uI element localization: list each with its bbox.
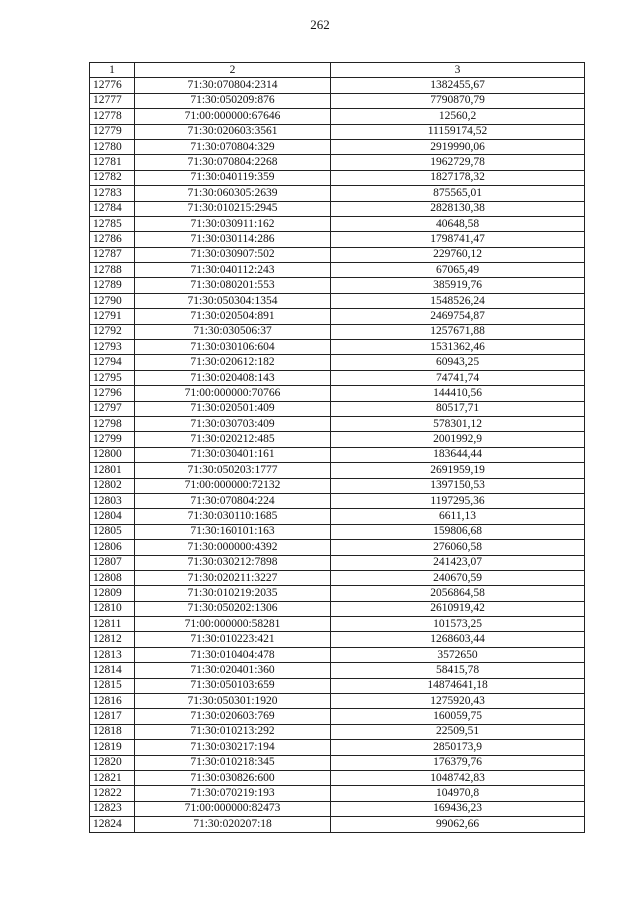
value-cell: 2828130,38 [331,201,585,216]
row-number-cell: 12818 [90,724,135,739]
page-number: 262 [310,17,330,32]
table-row [90,493,585,508]
table-row [90,278,585,293]
cadastral-number-cell: 71:30:080201:553 [135,278,331,293]
value-cell: 67065,49 [331,263,585,278]
table-row [90,432,585,447]
cadastral-number-cell: 71:30:030110:1685 [135,509,331,524]
row-number-cell: 12795 [90,370,135,385]
table-row [90,755,585,770]
row-number-cell: 12794 [90,355,135,370]
table-row [90,401,585,416]
value-cell: 1531362,46 [331,340,585,355]
cadastral-number-cell: 71:30:030217:194 [135,740,331,755]
table-row [90,663,585,678]
value-cell: 2691959,19 [331,463,585,478]
row-number-cell: 12801 [90,463,135,478]
value-cell: 40648,58 [331,216,585,231]
value-cell: 2610919,42 [331,601,585,616]
cadastral-number-cell: 71:30:020401:360 [135,663,331,678]
row-number-cell: 12810 [90,601,135,616]
row-number-cell: 12814 [90,663,135,678]
column-header-3: 3 [331,63,585,78]
row-number-cell: 12799 [90,432,135,447]
table-row [90,78,585,93]
cadastral-number-cell: 71:30:050103:659 [135,678,331,693]
row-number-cell: 12789 [90,278,135,293]
cadastral-number-cell: 71:00:000000:82473 [135,801,331,816]
table-row [90,201,585,216]
cadastral-number-cell: 71:30:070804:2314 [135,78,331,93]
row-number-cell: 12776 [90,78,135,93]
value-cell: 1397150,53 [331,478,585,493]
cadastral-number-cell: 71:30:020408:143 [135,370,331,385]
cadastral-number-cell: 71:30:010223:421 [135,632,331,647]
table-row [90,678,585,693]
cadastral-number-cell: 71:30:030401:161 [135,447,331,462]
cadastral-number-cell: 71:30:010213:292 [135,724,331,739]
value-cell: 12560,2 [331,109,585,124]
cadastral-number-cell: 71:30:020612:182 [135,355,331,370]
value-cell: 159806,68 [331,524,585,539]
value-cell: 229760,12 [331,247,585,262]
table-row [90,524,585,539]
table-row [90,247,585,262]
cadastral-number-cell: 71:30:030703:409 [135,416,331,431]
cadastral-number-cell: 71:30:030911:162 [135,216,331,231]
value-cell: 1962729,78 [331,155,585,170]
row-number-cell: 12815 [90,678,135,693]
value-cell: 6611,13 [331,509,585,524]
table-row [90,139,585,154]
row-number-cell: 12782 [90,170,135,185]
table-row [90,570,585,585]
row-number-cell: 12785 [90,216,135,231]
value-cell: 2056864,58 [331,586,585,601]
value-cell: 1548526,24 [331,293,585,308]
cadastral-number-cell: 71:30:060305:2639 [135,186,331,201]
cadastral-number-cell: 71:30:070219:193 [135,786,331,801]
cadastral-number-cell: 71:30:040112:243 [135,263,331,278]
value-cell: 240670,59 [331,570,585,585]
value-cell: 2001992,9 [331,432,585,447]
cadastral-number-cell: 71:00:000000:58281 [135,617,331,632]
value-cell: 169436,23 [331,801,585,816]
row-number-cell: 12788 [90,263,135,278]
value-cell: 99062,66 [331,817,585,832]
cadastral-number-cell: 71:30:070804:2268 [135,155,331,170]
cadastral-number-cell: 71:30:020504:891 [135,309,331,324]
table-row [90,478,585,493]
value-cell: 14874641,18 [331,678,585,693]
table-body [90,78,585,832]
table-header [90,63,585,78]
row-number-cell: 12808 [90,570,135,585]
table-row [90,786,585,801]
table-row [90,555,585,570]
table-row [90,93,585,108]
row-number-cell: 12809 [90,586,135,601]
table-row [90,447,585,462]
table-row [90,109,585,124]
row-number-cell: 12777 [90,93,135,108]
value-cell: 3572650 [331,647,585,662]
table-row [90,232,585,247]
table-row [90,309,585,324]
cadastral-number-cell: 71:30:020603:769 [135,709,331,724]
value-cell: 1257671,88 [331,324,585,339]
row-number-cell: 12816 [90,694,135,709]
row-number-cell: 12796 [90,386,135,401]
value-cell: 60943,25 [331,355,585,370]
table-row [90,324,585,339]
cadastral-number-cell: 71:30:050202:1306 [135,601,331,616]
value-cell: 276060,58 [331,540,585,555]
table-row [90,370,585,385]
value-cell: 74741,74 [331,370,585,385]
value-cell: 7790870,79 [331,93,585,108]
value-cell: 1798741,47 [331,232,585,247]
cadastral-number-cell: 71:30:020501:409 [135,401,331,416]
cadastral-number-cell: 71:30:050301:1920 [135,694,331,709]
row-number-cell: 12786 [90,232,135,247]
row-number-cell: 12784 [90,201,135,216]
table-row [90,155,585,170]
cadastral-number-cell: 71:30:020212:485 [135,432,331,447]
value-cell: 1275920,43 [331,694,585,709]
cadastral-number-cell: 71:30:070804:224 [135,493,331,508]
table-row [90,416,585,431]
table-row [90,709,585,724]
cadastral-number-cell: 71:30:040119:359 [135,170,331,185]
row-number-cell: 12820 [90,755,135,770]
table-row [90,263,585,278]
value-cell: 1048742,83 [331,770,585,785]
value-cell: 176379,76 [331,755,585,770]
value-cell: 241423,07 [331,555,585,570]
cadastral-number-cell: 71:00:000000:67646 [135,109,331,124]
value-cell: 875565,01 [331,186,585,201]
value-cell: 1268603,44 [331,632,585,647]
cadastral-number-cell: 71:30:010219:2035 [135,586,331,601]
data-table [89,62,585,833]
value-cell: 1197295,36 [331,493,585,508]
row-number-cell: 12812 [90,632,135,647]
cadastral-number-cell: 71:30:030212:7898 [135,555,331,570]
table-row [90,601,585,616]
row-number-cell: 12779 [90,124,135,139]
cadastral-number-cell: 71:30:050304:1354 [135,293,331,308]
cadastral-number-cell: 71:30:070804:329 [135,139,331,154]
table-row [90,386,585,401]
value-cell: 58415,78 [331,663,585,678]
table-row [90,340,585,355]
cadastral-number-cell: 71:30:030826:600 [135,770,331,785]
value-cell: 2850173,9 [331,740,585,755]
cadastral-number-cell: 71:30:020603:3561 [135,124,331,139]
row-number-cell: 12798 [90,416,135,431]
row-number-cell: 12817 [90,709,135,724]
cadastral-number-cell: 71:30:000000:4392 [135,540,331,555]
value-cell: 101573,25 [331,617,585,632]
row-number-cell: 12804 [90,509,135,524]
value-cell: 1382455,67 [331,78,585,93]
cadastral-number-cell: 71:30:020211:3227 [135,570,331,585]
cadastral-number-cell: 71:30:050209:876 [135,93,331,108]
row-number-cell: 12806 [90,540,135,555]
row-number-cell: 12824 [90,817,135,832]
value-cell: 11159174,52 [331,124,585,139]
row-number-cell: 12807 [90,555,135,570]
cadastral-number-cell: 71:30:030506:37 [135,324,331,339]
row-number-cell: 12797 [90,401,135,416]
row-number-cell: 12793 [90,340,135,355]
table-row [90,770,585,785]
table-row [90,186,585,201]
cadastral-number-cell: 71:30:010218:345 [135,755,331,770]
table-row [90,694,585,709]
row-number-cell: 12819 [90,740,135,755]
table-row [90,632,585,647]
row-number-cell: 12800 [90,447,135,462]
table-row [90,724,585,739]
cadastral-number-cell: 71:30:030106:604 [135,340,331,355]
table-row [90,293,585,308]
value-cell: 385919,76 [331,278,585,293]
value-cell: 2469754,87 [331,309,585,324]
row-number-cell: 12778 [90,109,135,124]
row-number-cell: 12783 [90,186,135,201]
value-cell: 183644,44 [331,447,585,462]
row-number-cell: 12791 [90,309,135,324]
table-row [90,540,585,555]
row-number-cell: 12781 [90,155,135,170]
row-number-cell: 12780 [90,139,135,154]
table-row [90,801,585,816]
cadastral-number-cell: 71:30:010404:478 [135,647,331,662]
row-number-cell: 12802 [90,478,135,493]
row-number-cell: 12823 [90,801,135,816]
row-number-cell: 12821 [90,770,135,785]
cadastral-number-cell: 71:00:000000:72132 [135,478,331,493]
cadastral-number-cell: 71:30:020207:18 [135,817,331,832]
value-cell: 144410,56 [331,386,585,401]
value-cell: 2919990,06 [331,139,585,154]
row-number-cell: 12811 [90,617,135,632]
value-cell: 80517,71 [331,401,585,416]
table-row [90,355,585,370]
row-number-cell: 12813 [90,647,135,662]
table-row [90,509,585,524]
column-header-1: 1 [90,63,135,78]
row-number-cell: 12792 [90,324,135,339]
table-row [90,647,585,662]
table-row [90,216,585,231]
row-number-cell: 12822 [90,786,135,801]
row-number-cell: 12805 [90,524,135,539]
table-row [90,586,585,601]
cadastral-number-cell: 71:30:160101:163 [135,524,331,539]
table-row [90,817,585,832]
cadastral-number-cell: 71:30:030907:502 [135,247,331,262]
table-row [90,617,585,632]
value-cell: 160059,75 [331,709,585,724]
cadastral-number-cell: 71:30:030114:286 [135,232,331,247]
table-row [90,124,585,139]
value-cell: 578301,12 [331,416,585,431]
cadastral-number-cell: 71:30:010215:2945 [135,201,331,216]
value-cell: 1827178,32 [331,170,585,185]
column-header-2: 2 [135,63,331,78]
row-number-cell: 12790 [90,293,135,308]
cadastral-number-cell: 71:30:050203:1777 [135,463,331,478]
cadastral-number-cell: 71:00:000000:70766 [135,386,331,401]
table-row [90,463,585,478]
value-cell: 22509,51 [331,724,585,739]
table-row [90,740,585,755]
value-cell: 104970,8 [331,786,585,801]
table-row [90,170,585,185]
header-row [90,63,585,78]
row-number-cell: 12787 [90,247,135,262]
row-number-cell: 12803 [90,493,135,508]
